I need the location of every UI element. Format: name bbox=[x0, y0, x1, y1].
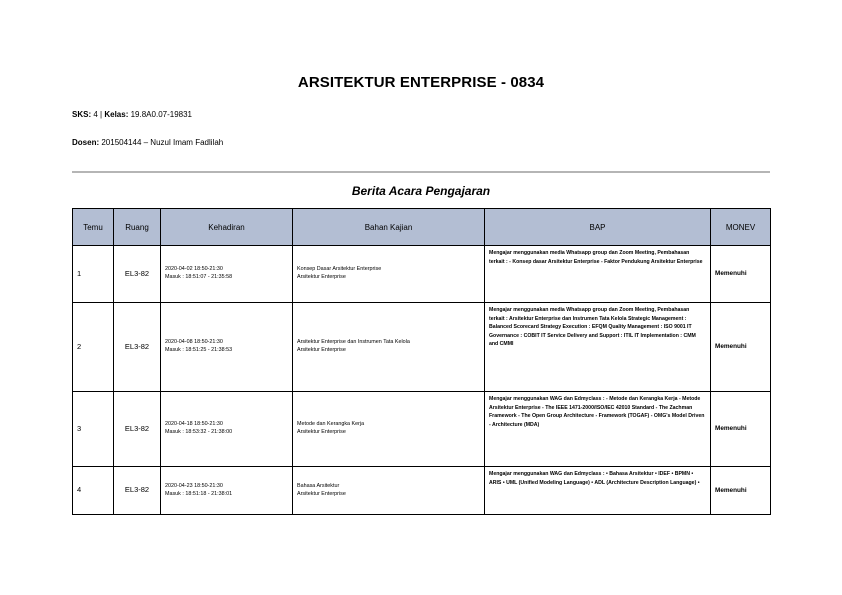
bahan-course: Arsitektur Enterprise bbox=[297, 274, 346, 280]
cell-ruang: EL3-82 bbox=[114, 467, 161, 515]
cell-ruang: EL3-82 bbox=[114, 392, 161, 467]
kelas-value: 19.8A0.07-19831 bbox=[130, 110, 192, 119]
cell-bap: Mengajar menggunakan WAG dan Edmyclass : • Bahasa Arsitektur • IDEF • BPMN • ARIS • UML (Unified Modeling Language) • ADL (Architecture Description Language) • bbox=[485, 467, 711, 515]
divider bbox=[72, 171, 770, 173]
bahan-course: Arsitektur Enterprise bbox=[297, 429, 346, 435]
kehadiran-checkin: Masuk : 18:51:18 - 21:38:01 bbox=[165, 490, 233, 497]
col-header-ruang: Ruang bbox=[114, 209, 161, 246]
table-row bbox=[73, 467, 771, 515]
col-header-temu: Temu bbox=[73, 209, 114, 246]
cell-monev: Memenuhi bbox=[711, 392, 771, 467]
col-header-monev: MONEV bbox=[711, 209, 771, 246]
table-header-row bbox=[73, 209, 771, 246]
bahan-topic: Metode dan Kerangka Kerja bbox=[297, 421, 365, 428]
dosen-value: 201504144 – Nuzul Imam Fadlilah bbox=[101, 138, 224, 147]
kehadiran-schedule: 2020-04-23 18:50-21:30 bbox=[165, 482, 223, 489]
kehadiran-checkin: Masuk : 18:51:07 - 21:35:58 bbox=[165, 274, 233, 280]
cell-bap: Mengajar menggunakan media Whatsapp group dan Zoom Meeting, Pembahasan terkait : Arsitektur Enterprise dan Instrumen Tata Kelola Strategic Management : Balanced Scorecard Strategy Execution : EFQM Quality Management : ISO 9001 IT Governance : COBIT IT Service Delivery and Support : ITIL IT Implementation : CMM and CMMI bbox=[485, 303, 711, 392]
kelas-label: Kelas: bbox=[104, 110, 129, 119]
cell-monev: Memenuhi bbox=[711, 246, 771, 303]
kehadiran-schedule: 2020-04-08 18:50-21:30 bbox=[165, 339, 223, 346]
cell-ruang: EL3-82 bbox=[114, 303, 161, 392]
cell-ruang: EL3-82 bbox=[114, 246, 161, 303]
cell-monev: Memenuhi bbox=[711, 303, 771, 392]
cell-temu: 4 bbox=[73, 467, 114, 515]
bahan-topic: Arsitektur Enterprise dan Instrumen Tata Kelola bbox=[297, 339, 410, 346]
separator: | bbox=[100, 110, 103, 119]
bahan-course: Arsitektur Enterprise bbox=[297, 347, 346, 353]
bahan-topic: Konsep Dasar Arsitektur Enterprise bbox=[297, 266, 382, 273]
table-row bbox=[73, 303, 771, 392]
teaching-report-table bbox=[72, 208, 771, 515]
col-header-kehadiran: Kehadiran bbox=[161, 209, 293, 246]
cell-kehadiran bbox=[161, 392, 293, 467]
bahan-course: Arsitektur Enterprise bbox=[297, 490, 346, 497]
lecturer-info bbox=[72, 138, 223, 147]
sks-value: 4 bbox=[93, 110, 98, 119]
kehadiran-schedule: 2020-04-18 18:50-21:30 bbox=[165, 421, 223, 428]
cell-bahan-kajian bbox=[293, 392, 485, 467]
cell-kehadiran bbox=[161, 246, 293, 303]
kehadiran-checkin: Masuk : 18:51:25 - 21:38:53 bbox=[165, 347, 233, 353]
bahan-topic: Bahasa Arsitektur bbox=[297, 482, 340, 489]
table-row bbox=[73, 246, 771, 303]
cell-bahan-kajian bbox=[293, 467, 485, 515]
cell-temu: 3 bbox=[73, 392, 114, 467]
kehadiran-schedule: 2020-04-02 18:50-21:30 bbox=[165, 266, 223, 273]
section-title: Berita Acara Pengajaran bbox=[351, 184, 491, 198]
cell-bap: Mengajar menggunakan media Whatsapp group dan Zoom Meeting, Pembahasan terkait : - Konsep dasar Arsitektur Enterprise - Faktor Pendukung Arsitektur Enterprise bbox=[485, 246, 711, 303]
cell-bap: Mengajar menggunakan WAG dan Edmyclass : - Metode dan Kerangka Kerja - Metode Arsitektur Enterprise - The IEEE 1471-2000/ISO/IEC 42010 Standard - The Zachman Framework - The Open Group Architecture - Framework (TOGAF) - OMG's Model Driven - Architecture (MDA) bbox=[485, 392, 711, 467]
kehadiran-checkin: Masuk : 18:53:32 - 21:38:00 bbox=[165, 429, 233, 435]
cell-temu: 2 bbox=[73, 303, 114, 392]
col-header-bahan-kajian: Bahan Kajian bbox=[293, 209, 485, 246]
course-info bbox=[72, 110, 192, 119]
cell-kehadiran bbox=[161, 303, 293, 392]
cell-temu: 1 bbox=[73, 246, 114, 303]
col-header-bap: BAP bbox=[485, 209, 711, 246]
table-row bbox=[73, 392, 771, 467]
sks-label: SKS: bbox=[72, 110, 92, 119]
cell-bahan-kajian bbox=[293, 303, 485, 392]
cell-monev: Memenuhi bbox=[711, 467, 771, 515]
cell-bahan-kajian bbox=[293, 246, 485, 303]
dosen-label: Dosen: bbox=[72, 138, 100, 147]
cell-kehadiran bbox=[161, 467, 293, 515]
document-title: ARSITEKTUR ENTERPRISE - 0834 bbox=[297, 74, 545, 91]
